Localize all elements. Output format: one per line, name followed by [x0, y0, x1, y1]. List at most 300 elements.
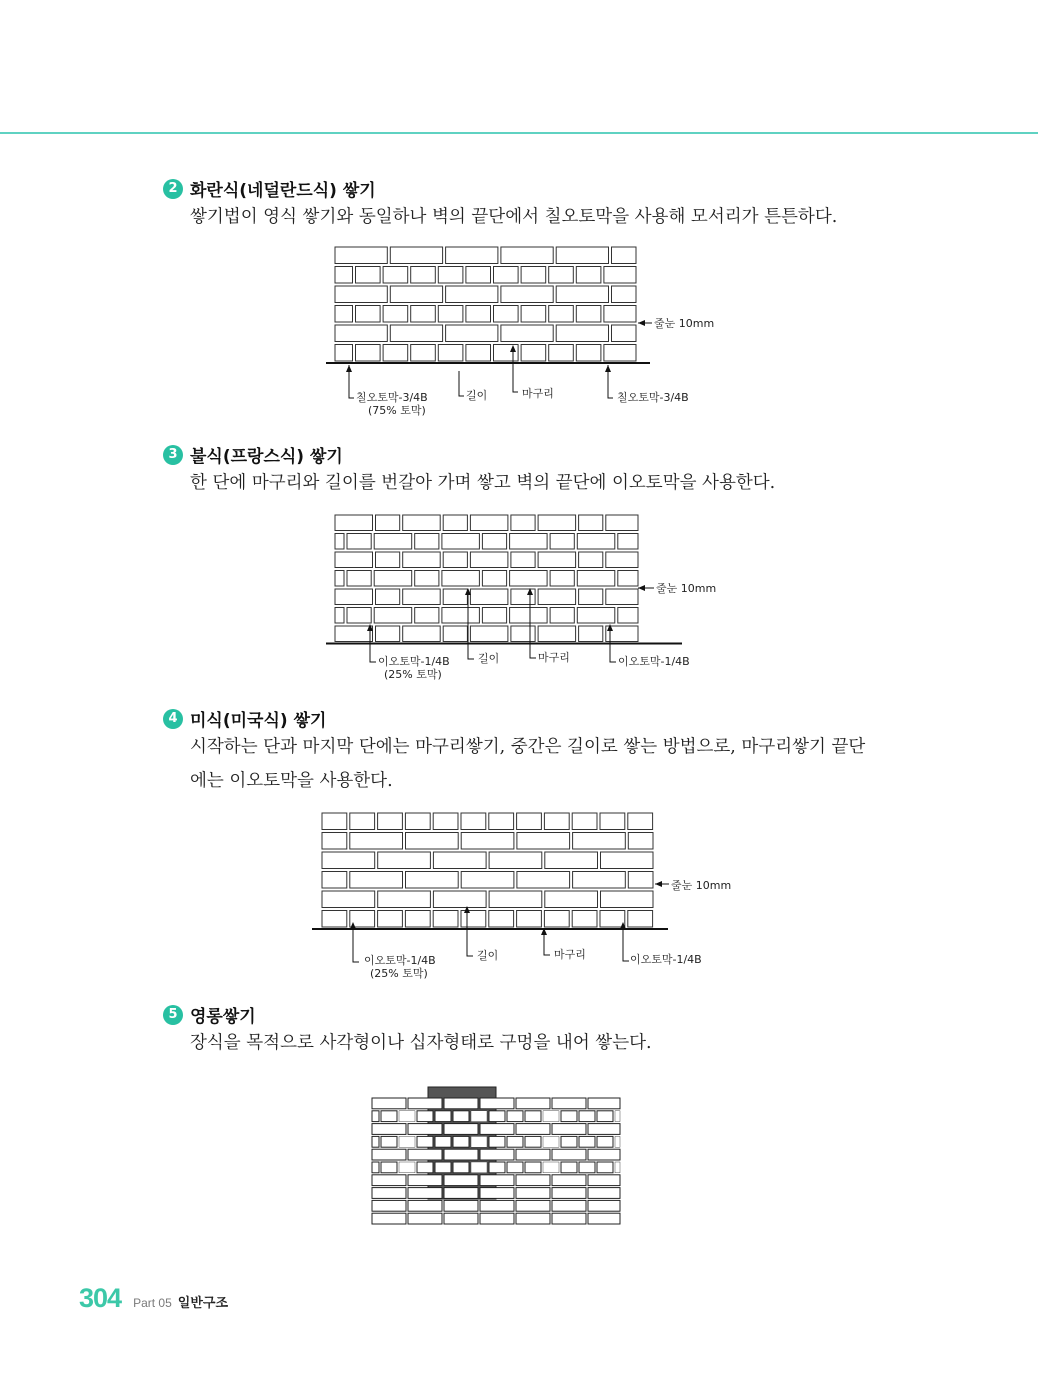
- brick: [461, 833, 514, 850]
- brick: [628, 872, 653, 889]
- brick: [406, 872, 459, 889]
- brick: [356, 345, 381, 362]
- brick: [606, 589, 638, 605]
- description-line: 에는 이오토막을 사용한다.: [190, 771, 393, 791]
- brick: [516, 1124, 550, 1135]
- brick: [577, 608, 615, 624]
- brick: [516, 1188, 550, 1199]
- brick: [415, 534, 439, 550]
- brick: [516, 1213, 550, 1224]
- brick: [480, 1200, 514, 1211]
- brick: [525, 1111, 541, 1122]
- brick: [552, 1124, 586, 1135]
- brick: [446, 286, 498, 303]
- brick: [470, 515, 508, 531]
- brick: [433, 813, 458, 830]
- brick: [579, 589, 603, 605]
- brick: [543, 1136, 559, 1147]
- brick: [444, 1200, 478, 1211]
- brick: [579, 1111, 595, 1122]
- brick: [403, 515, 441, 531]
- brick: [442, 534, 480, 550]
- brick: [347, 571, 371, 587]
- brick: [489, 813, 514, 830]
- brick: [538, 552, 576, 568]
- brick: [350, 833, 403, 850]
- brick: [511, 589, 535, 605]
- brick: [615, 1136, 620, 1147]
- header-rule: [0, 132, 1038, 134]
- brick: [376, 515, 400, 531]
- brick: [521, 267, 546, 284]
- brick: [435, 1111, 451, 1122]
- brick: [453, 1136, 469, 1147]
- brick: [550, 534, 574, 550]
- brick: [378, 852, 431, 869]
- brick: [543, 1162, 559, 1173]
- brick: [335, 571, 344, 587]
- brick: [543, 1111, 559, 1122]
- brick: [561, 1111, 577, 1122]
- brick: [489, 891, 542, 908]
- brick: [335, 325, 387, 342]
- arrow-head: [638, 320, 645, 326]
- brick: [511, 515, 535, 531]
- brick: [442, 608, 480, 624]
- brick: [516, 1200, 550, 1211]
- brick: [471, 1162, 487, 1173]
- brick: [399, 1162, 415, 1173]
- brick: [507, 1111, 523, 1122]
- brick: [335, 626, 373, 642]
- brick: [372, 1098, 406, 1109]
- brick: [399, 1136, 415, 1147]
- brick: [628, 833, 653, 850]
- brick: [403, 552, 441, 568]
- brick: [556, 325, 608, 342]
- brick: [573, 872, 626, 889]
- brick: [549, 345, 574, 362]
- brick: [408, 1149, 442, 1160]
- brick: [489, 911, 514, 928]
- brick: [378, 891, 431, 908]
- section-number-badge: 4: [163, 709, 183, 729]
- length-label: 길이: [466, 389, 488, 402]
- section-number-badge: 5: [163, 1005, 183, 1025]
- brick: [461, 813, 486, 830]
- brick: [489, 852, 542, 869]
- brick: [516, 1175, 550, 1186]
- left-piece-note: (25% 토막): [370, 967, 428, 980]
- joint-label: 줄눈 10mm: [671, 879, 732, 892]
- brick: [390, 286, 442, 303]
- brick: [550, 608, 574, 624]
- brick: [579, 552, 603, 568]
- brick: [322, 891, 375, 908]
- length-label: 길이: [477, 949, 499, 962]
- brick: [408, 1098, 442, 1109]
- page-footer: [79, 1283, 228, 1314]
- brick: [443, 552, 467, 568]
- brick: [579, 626, 603, 642]
- brick: [612, 325, 637, 342]
- section-description: [190, 730, 910, 798]
- brick: [408, 1200, 442, 1211]
- brick: [618, 571, 638, 587]
- brick: [381, 1111, 397, 1122]
- chapter-title: 일반구조: [177, 1296, 228, 1311]
- brick: [322, 813, 347, 830]
- brick: [597, 1162, 613, 1173]
- brick: [480, 1124, 514, 1135]
- brick: [588, 1188, 620, 1199]
- brick: [588, 1124, 620, 1135]
- brick: [470, 589, 508, 605]
- brick: [403, 589, 441, 605]
- brick: [383, 267, 408, 284]
- brick: [374, 571, 412, 587]
- leader-line: [353, 927, 359, 962]
- header-label: 마구리: [538, 651, 570, 664]
- brick: [577, 534, 615, 550]
- brick: [376, 626, 400, 642]
- brick: [561, 1136, 577, 1147]
- brick: [466, 345, 491, 362]
- brick: [372, 1188, 406, 1199]
- brick: [606, 515, 638, 531]
- brick: [438, 267, 463, 284]
- section-heading: [163, 706, 326, 731]
- header-label: 마구리: [522, 387, 554, 400]
- brick: [443, 515, 467, 531]
- brick: [444, 1098, 478, 1109]
- brick: [408, 1175, 442, 1186]
- left-piece-note: (25% 토막): [384, 668, 442, 681]
- brick: [480, 1188, 514, 1199]
- length-label: 길이: [478, 652, 500, 665]
- flemish-bond-diagram: [326, 512, 746, 687]
- brick: [411, 306, 436, 323]
- brick: [552, 1149, 586, 1160]
- section-heading: [163, 176, 376, 201]
- brick: [544, 813, 569, 830]
- brick: [335, 247, 387, 264]
- leader-line: [459, 371, 464, 396]
- brick: [335, 345, 353, 362]
- brick: [471, 1136, 487, 1147]
- right-piece-label: 이오토막-1/4B: [630, 953, 702, 966]
- brick: [588, 1149, 620, 1160]
- brick: [335, 286, 387, 303]
- brick: [372, 1200, 406, 1211]
- brick: [471, 1111, 487, 1122]
- arrow-head: [638, 585, 645, 591]
- brick: [417, 1136, 433, 1147]
- brick: [601, 891, 654, 908]
- brick: [335, 534, 344, 550]
- brick: [489, 1162, 505, 1173]
- american-bond-diagram: [312, 810, 752, 985]
- brick: [552, 1175, 586, 1186]
- brick: [501, 325, 553, 342]
- brick: [556, 247, 608, 264]
- brick: [517, 911, 542, 928]
- brick: [335, 267, 353, 284]
- brick: [510, 534, 547, 550]
- brick: [378, 813, 403, 830]
- brick: [552, 1213, 586, 1224]
- brick: [372, 1111, 379, 1122]
- brick: [612, 286, 637, 303]
- left-piece-label: 칠오토막-3/4B: [356, 391, 428, 404]
- brick: [507, 1136, 523, 1147]
- brick: [480, 1098, 514, 1109]
- brick: [444, 1213, 478, 1224]
- brick: [453, 1162, 469, 1173]
- brick: [470, 552, 508, 568]
- brick: [576, 306, 601, 323]
- brick: [579, 1162, 595, 1173]
- joint-label: 줄눈 10mm: [656, 582, 717, 595]
- brick: [411, 267, 436, 284]
- brick: [588, 1175, 620, 1186]
- brick: [579, 1136, 595, 1147]
- brick: [588, 1098, 620, 1109]
- brick: [415, 608, 439, 624]
- brick: [480, 1175, 514, 1186]
- brick: [604, 306, 636, 323]
- brick: [403, 626, 441, 642]
- brick: [376, 589, 400, 605]
- openwork-bond-diagram: [368, 1085, 628, 1233]
- brick: [446, 247, 498, 264]
- brick: [438, 306, 463, 323]
- brick: [552, 1188, 586, 1199]
- brick: [588, 1200, 620, 1211]
- section-title: 영롱쌓기: [190, 1007, 256, 1027]
- brick: [408, 1213, 442, 1224]
- brick: [517, 833, 570, 850]
- brick: [417, 1111, 433, 1122]
- brick: [335, 515, 373, 531]
- brick: [446, 325, 498, 342]
- brick: [461, 872, 514, 889]
- brick: [350, 813, 375, 830]
- brick: [322, 911, 347, 928]
- section-description: 장식을 목적으로 사각형이나 십자형태로 구멍을 내어 쌓는다.: [190, 1033, 652, 1053]
- brick: [482, 608, 506, 624]
- brick: [374, 608, 412, 624]
- brick: [576, 267, 601, 284]
- brick: [335, 589, 373, 605]
- brick: [322, 852, 375, 869]
- brick: [356, 267, 381, 284]
- section-description: 쌓기법이 영식 쌓기와 동일하나 벽의 끝단에서 칠오토막을 사용해 모서리가 튼튼하다.: [190, 207, 838, 227]
- brick: [601, 852, 654, 869]
- brick: [517, 813, 542, 830]
- brick: [549, 306, 574, 323]
- arrow-head: [655, 881, 662, 887]
- brick: [372, 1162, 379, 1173]
- brick: [545, 891, 598, 908]
- joint-label: 줄눈 10mm: [654, 317, 715, 330]
- brick: [618, 534, 638, 550]
- brick: [494, 267, 519, 284]
- brick: [444, 1175, 478, 1186]
- brick: [480, 1213, 514, 1224]
- left-piece-note: (75% 토막): [368, 404, 426, 417]
- brick: [435, 1136, 451, 1147]
- brick: [399, 1111, 415, 1122]
- brick: [417, 1162, 433, 1173]
- brick: [335, 306, 353, 323]
- section-heading: [163, 442, 343, 467]
- brick: [606, 552, 638, 568]
- brick: [433, 852, 486, 869]
- brick: [604, 345, 636, 362]
- brick: [378, 911, 403, 928]
- brick: [372, 1136, 379, 1147]
- brick: [347, 534, 371, 550]
- brick: [335, 552, 373, 568]
- brick: [466, 267, 491, 284]
- brick: [406, 833, 459, 850]
- brick: [507, 1162, 523, 1173]
- brick: [552, 1200, 586, 1211]
- brick: [550, 571, 574, 587]
- brick: [444, 1124, 478, 1135]
- brick: [577, 571, 615, 587]
- brick: [372, 1124, 406, 1135]
- brick: [494, 306, 519, 323]
- brick: [517, 872, 570, 889]
- brick: [561, 1162, 577, 1173]
- brick: [510, 571, 547, 587]
- brick: [466, 306, 491, 323]
- brick: [525, 1162, 541, 1173]
- brick: [322, 872, 347, 889]
- brick: [374, 534, 412, 550]
- brick: [322, 833, 347, 850]
- brick: [438, 345, 463, 362]
- brick: [383, 345, 408, 362]
- brick: [538, 589, 576, 605]
- brick: [604, 267, 636, 284]
- brick: [544, 911, 569, 928]
- left-piece-label: 이오토막-1/4B: [378, 655, 450, 668]
- page-number: 304: [79, 1283, 122, 1313]
- brick: [600, 813, 625, 830]
- brick: [572, 813, 597, 830]
- brick: [597, 1111, 613, 1122]
- brick: [549, 267, 574, 284]
- brick: [415, 571, 439, 587]
- brick: [516, 1098, 550, 1109]
- arrow-head: [605, 365, 611, 372]
- brick: [511, 552, 535, 568]
- brick: [572, 911, 597, 928]
- brick: [390, 325, 442, 342]
- brick: [521, 306, 546, 323]
- brick: [579, 515, 603, 531]
- brick: [538, 515, 576, 531]
- brick: [501, 286, 553, 303]
- brick: [489, 1136, 505, 1147]
- brick: [433, 911, 458, 928]
- brick: [442, 571, 480, 587]
- brick: [538, 626, 576, 642]
- section-title: 미식(미국식) 쌓기: [190, 711, 327, 731]
- brick: [335, 608, 344, 624]
- brick: [433, 891, 486, 908]
- section-title: 화란식(네덜란드식) 쌓기: [190, 181, 376, 201]
- brick: [576, 345, 601, 362]
- dutch-bond-diagram: [326, 240, 746, 420]
- brick: [511, 626, 535, 642]
- brick: [521, 345, 546, 362]
- brick: [376, 552, 400, 568]
- brick: [372, 1149, 406, 1160]
- brick: [615, 1111, 620, 1122]
- header-label: 마구리: [554, 948, 586, 961]
- section-number-badge: 2: [163, 179, 183, 199]
- brick: [588, 1213, 620, 1224]
- brick: [470, 626, 508, 642]
- brick: [600, 911, 625, 928]
- arrow-head: [346, 365, 352, 372]
- brick: [443, 589, 467, 605]
- brick: [482, 534, 506, 550]
- part-label: Part 05: [133, 1296, 172, 1310]
- brick: [444, 1188, 478, 1199]
- brick: [411, 345, 436, 362]
- brick: [405, 911, 430, 928]
- brick: [347, 608, 371, 624]
- brick: [516, 1149, 550, 1160]
- brick: [552, 1098, 586, 1109]
- description-line: 시작하는 단과 마지막 단에는 마구리쌓기, 중간은 길이로 쌓는 방법으로, 마구리쌓기 끝단: [190, 737, 866, 757]
- brick: [350, 872, 403, 889]
- brick: [573, 833, 626, 850]
- brick: [482, 571, 506, 587]
- brick: [356, 306, 381, 323]
- brick: [556, 286, 608, 303]
- brick: [383, 306, 408, 323]
- brick: [443, 626, 467, 642]
- brick: [489, 1111, 505, 1122]
- brick: [444, 1149, 478, 1160]
- brick: [435, 1162, 451, 1173]
- brick: [480, 1149, 514, 1160]
- section-heading: [163, 1002, 256, 1027]
- brick: [618, 608, 638, 624]
- right-piece-label: 이오토막-1/4B: [618, 655, 690, 668]
- left-piece-label: 이오토막-1/4B: [364, 954, 436, 967]
- brick: [628, 911, 653, 928]
- brick: [615, 1162, 620, 1173]
- brick: [372, 1175, 406, 1186]
- brick: [408, 1124, 442, 1135]
- leader-line: [623, 927, 629, 961]
- brick: [510, 608, 547, 624]
- brick: [612, 247, 637, 264]
- section-title: 불식(프랑스식) 쌓기: [190, 447, 343, 467]
- brick: [381, 1162, 397, 1173]
- right-piece-label: 칠오토막-3/4B: [617, 391, 689, 404]
- brick: [390, 247, 442, 264]
- brick: [494, 345, 519, 362]
- brick: [525, 1136, 541, 1147]
